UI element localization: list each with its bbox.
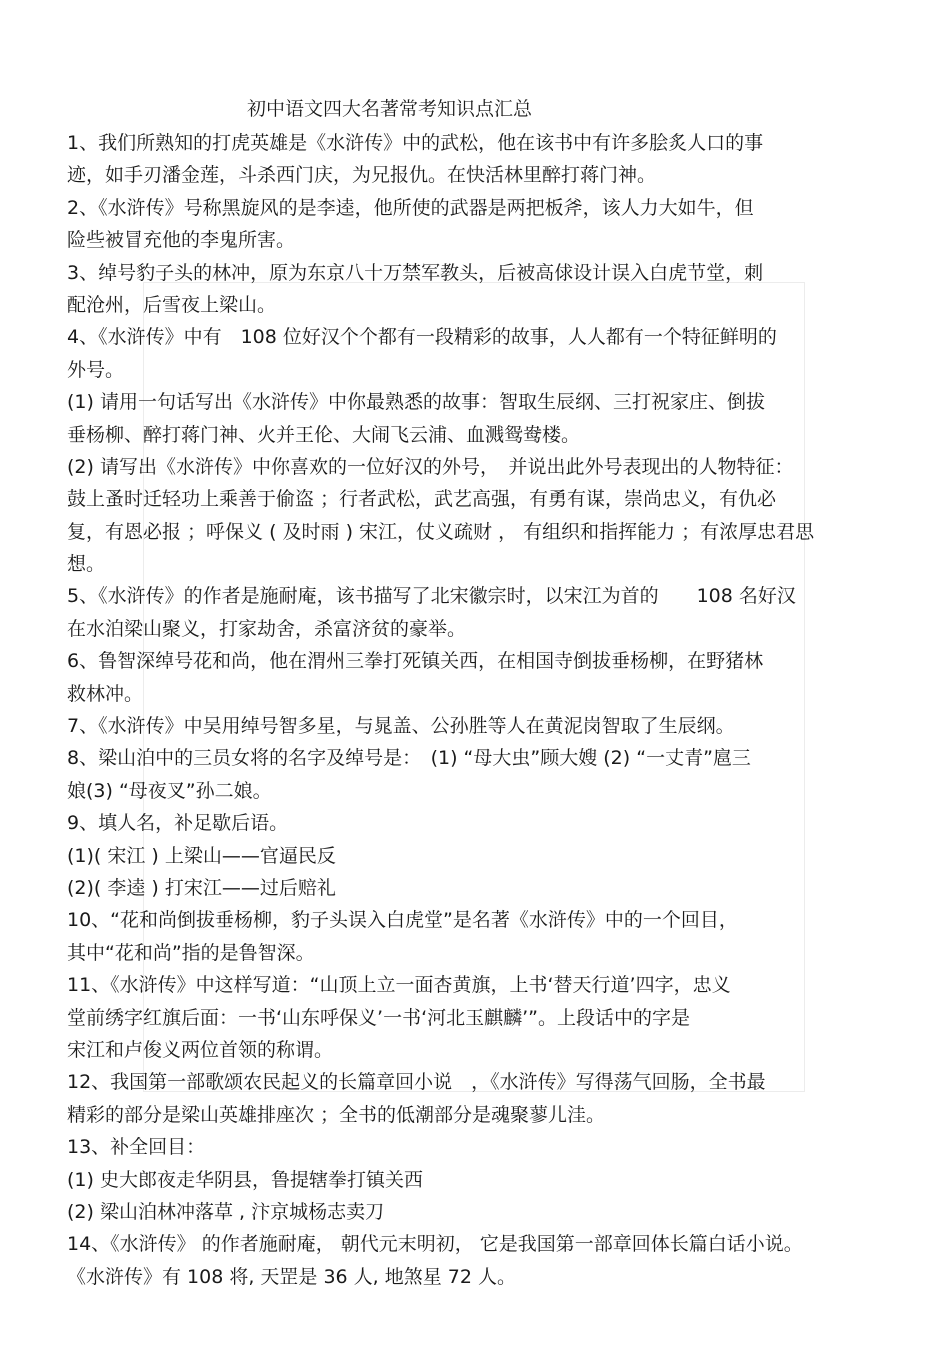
text-line: (1)( 宋江 ) 上梁山——官逼民反: [67, 844, 336, 867]
text-line: 垂杨柳、醉打蒋门神、火并王伦、大闹飞云浦、血溅鸳鸯楼。: [67, 423, 581, 446]
text-line: 险些被冒充他的李鬼所害。: [67, 229, 296, 252]
text-line: 6、鲁智深绰号花和尚，他在渭州三拳打死镇关西，在相国寺倒拔垂杨柳，在野猪林: [67, 650, 764, 673]
text-line: 8、梁山泊中的三员女将的名字及绰号是： (1) “母大虫”顾大嫂 (2) “一丈青”扈三: [67, 747, 751, 770]
text-line: (2) 梁山泊林冲落草 , 汴京城杨志卖刀: [67, 1200, 385, 1223]
text-line: (2) 请写出《水浒传》中你喜欢的一位好汉的外号， 并说出此外号表现出的人物特征：: [67, 455, 794, 478]
text-line: 4、《水浒传》中有 108 位好汉个个都有一段精彩的故事，人人都有一个特征鲜明的: [67, 326, 777, 349]
text-line: (2)( 李逵 ) 打宋江——过后赔礼: [67, 876, 336, 899]
text-line: 外号。: [67, 358, 125, 381]
text-line: 想。: [67, 553, 106, 576]
text-line: 鼓上蚤时迁轻功上乘善于偷盗 ；行者武松，武艺高强，有勇有谋，崇尚忠义，有仇必: [67, 488, 777, 511]
text-line: 10、“花和尚倒拔垂杨柳，豹子头误入白虎堂”是名著《水浒传》中的一个回目，: [67, 909, 738, 932]
text-line: 14、《水浒传》 的作者施耐庵， 朝代元末明初， 它是我国第一部章回体长篇白话小说。: [67, 1233, 803, 1256]
text-line: (1) 请用一句话写出《水浒传》中你最熟悉的故事：智取生辰纲、三打祝家庄、倒拔: [67, 391, 765, 414]
text-line: 《水浒传》有 108 将, 天罡是 36 人, 地煞星 72 人。: [67, 1265, 517, 1288]
text-line: 娘(3) “母夜叉”孙二娘。: [67, 779, 272, 802]
text-line: 宋江和卢俊义两位首领的称谓。: [67, 1038, 334, 1061]
text-line: 13、补全回目：: [67, 1136, 206, 1159]
document-body: [67, 127, 897, 1293]
text-line: 5、《水浒传》的作者是施耐庵，该书描写了北宋徽宗时，以宋江为首的 108 名好汉: [67, 585, 796, 608]
text-line: 复，有恩必报 ；呼保义 ( 及时雨 ) 宋江，仗义疏财 ， 有组织和指挥能力 ；有浓厚忠君思: [67, 520, 815, 543]
text-line: 11、《水浒传》中这样写道：“山顶上立一面杏黄旗，上书‘替天行道’四字，忠义: [67, 974, 731, 997]
text-line: 1、我们所熟知的打虎英雄是《水浒传》中的武松，他在该书中有许多脍炙人口的事: [67, 132, 764, 154]
text-line: 救林冲。: [67, 682, 144, 705]
text-line: 精彩的部分是梁山英雄排座次 ；全书的低潮部分是魂聚蓼儿洼。: [67, 1103, 606, 1126]
text-line: 3、绰号豹子头的林冲，原为东京八十万禁军教头，后被高俅设计误入白虎节堂，刺: [67, 261, 764, 284]
text-line: 7、《水浒传》中吴用绰号智多星，与晁盖、公孙胜等人在黄泥岗智取了生辰纲。: [67, 715, 735, 738]
text-line: 其中“花和尚”指的是鲁智深。: [67, 941, 315, 964]
text-line: 堂前绣字红旗后面：一书‘山东呼保义’一书‘河北玉麒麟’”。上段话中的字是: [67, 1006, 691, 1029]
text-line: 在水泊梁山聚义，打家劫舍，杀富济贫的豪举。: [67, 617, 467, 640]
text-line: 12、我国第一部歌颂农民起义的长篇章回小说 ，《水浒传》写得荡气回肠，全书最: [67, 1071, 766, 1094]
text-line: 2、《水浒传》号称黑旋风的是李逵，他所使的武器是两把板斧，该人力大如牛，但: [67, 196, 754, 219]
text-line: (1) 史大郎夜走华阴县，鲁提辖拳打镇关西: [67, 1168, 423, 1191]
text-line: 迹，如手刃潘金莲，斗杀西门庆，为兄报仇。在快活林里醉打蒋门神。: [67, 164, 657, 187]
document-title: 初中语文四大名著常考知识点汇总: [247, 98, 533, 120]
text-line: 配沧州，后雪夜上梁山。: [67, 293, 277, 316]
text-line: 9、填人名，补足歇后语。: [67, 812, 289, 835]
